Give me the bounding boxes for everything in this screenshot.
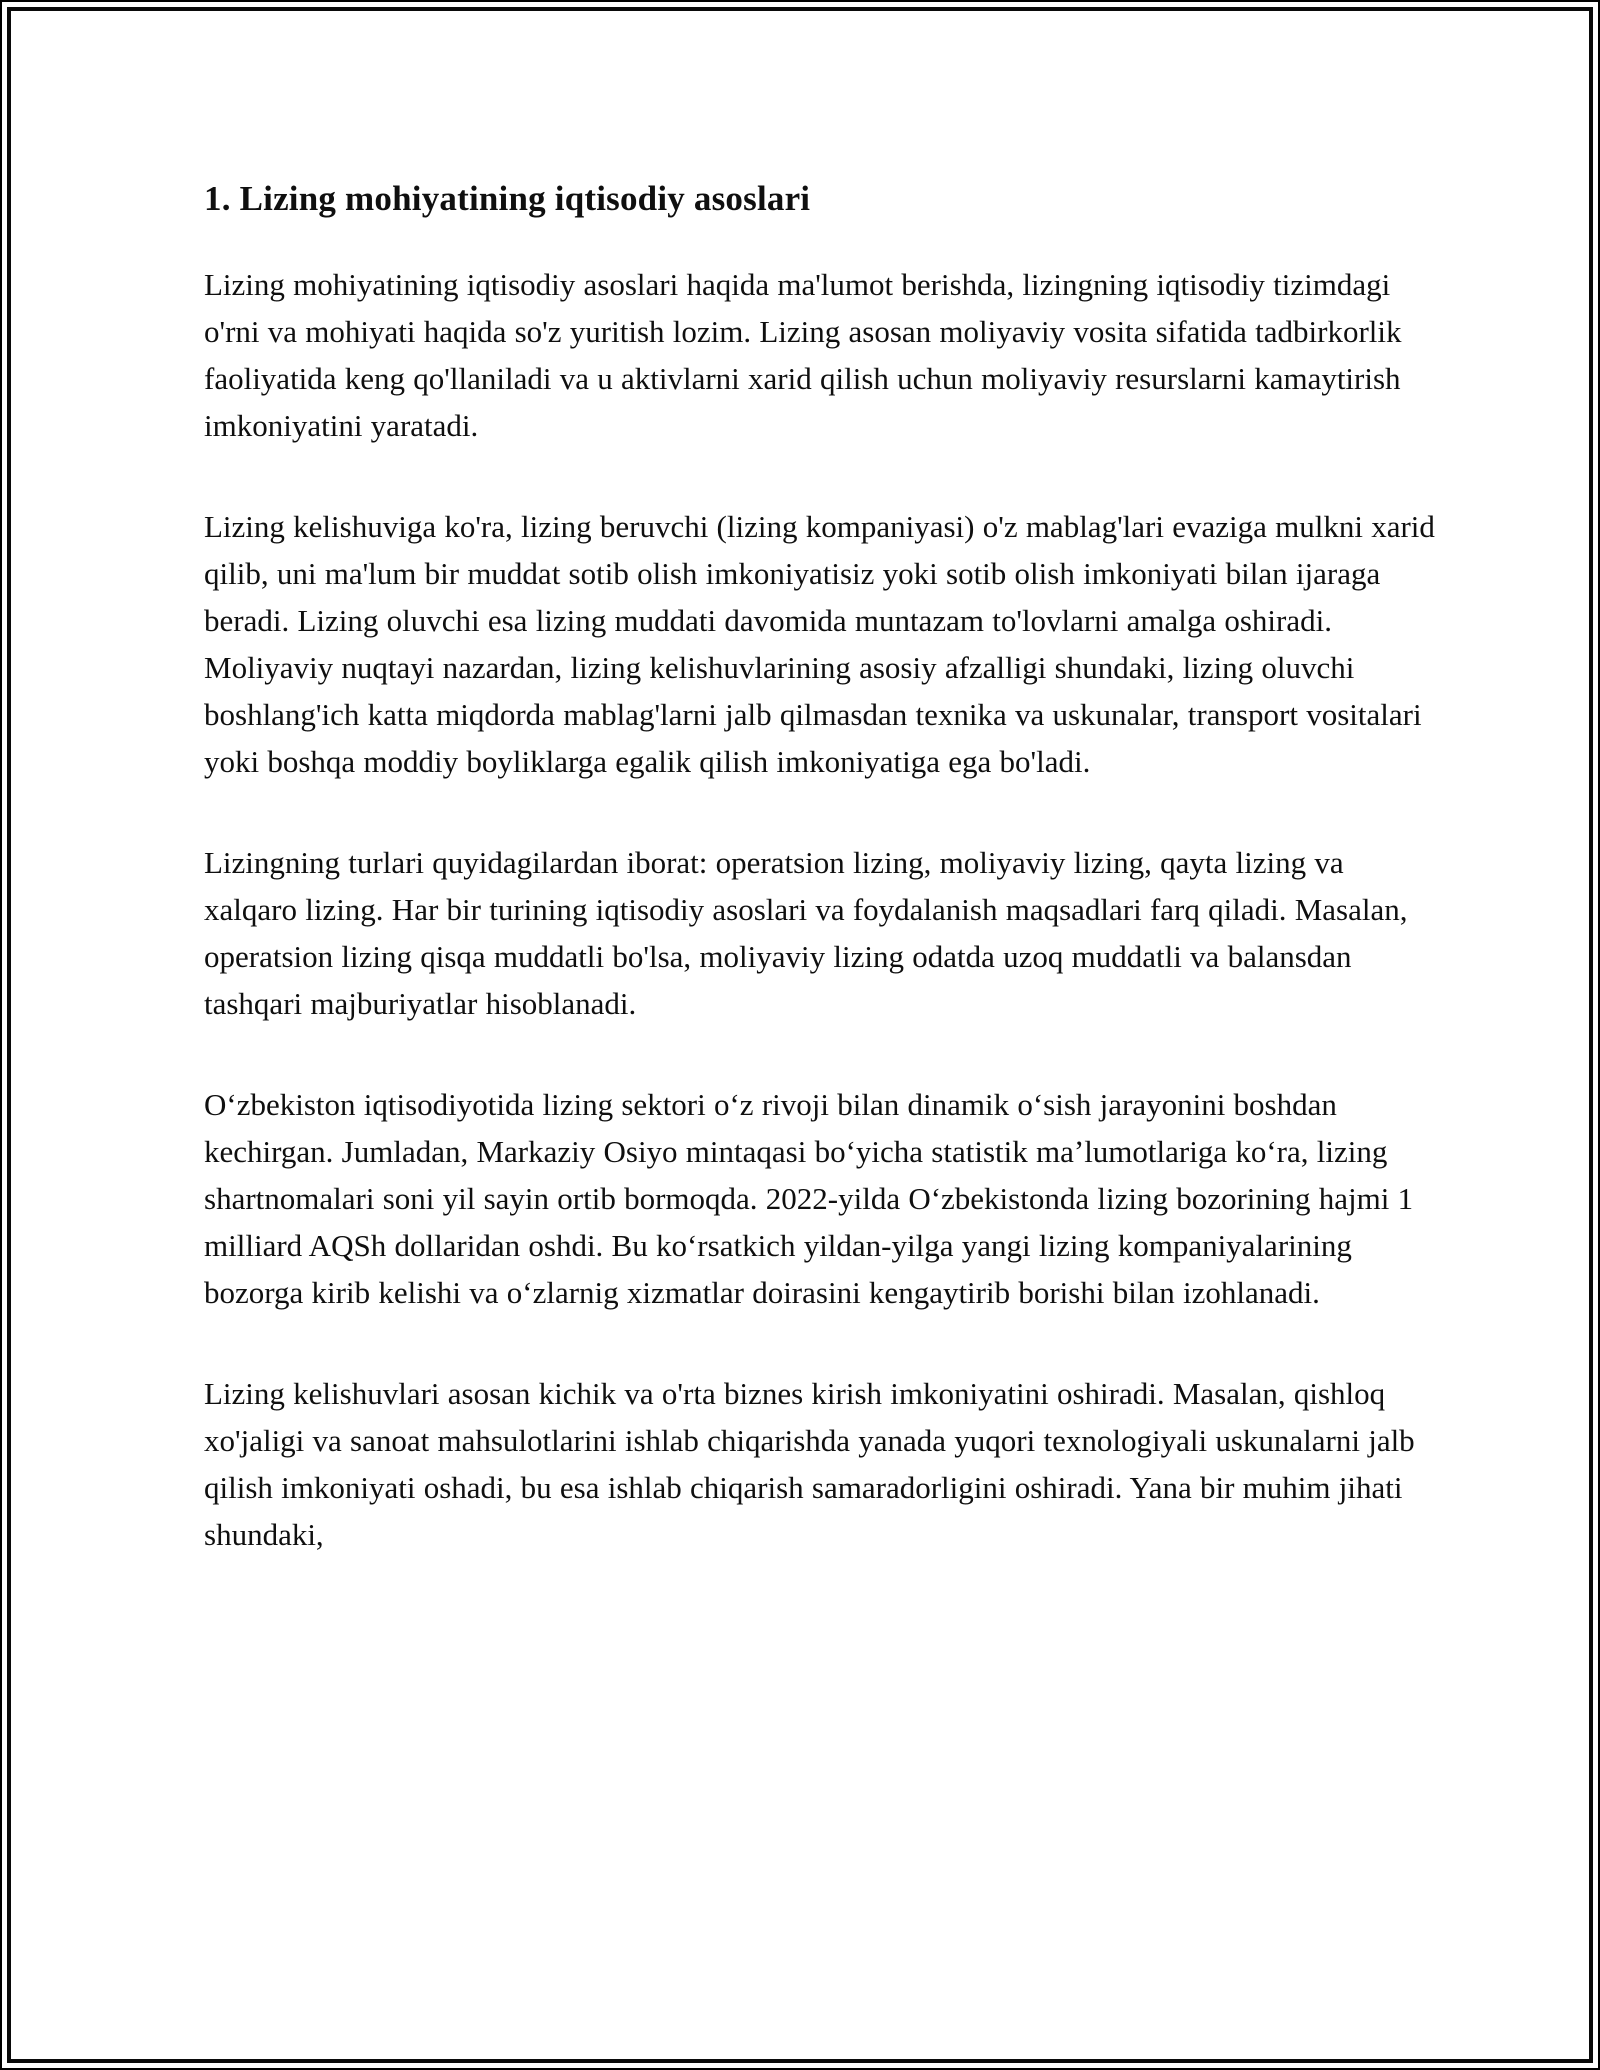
section-heading: 1. Lizing mohiyatining iqtisodiy asoslari	[204, 179, 811, 218]
paragraph-uzbekistan-market: Oʻzbekiston iqtisodiyotida lizing sektori oʻz rivoji bilan dinamik oʻsish jarayonini boshdan kechirgan. Jumladan, Markaziy Osiyo mintaqasi boʻyicha statistik maʼlumotlariga koʻra, lizing shartnomalari soni yil sayin ortib bormoqda. 2022-yilda Oʻzbekistonda lizing bozorining hajmi 1 milliard AQSh dollaridan oshdi. Bu koʻrsatkich yildan-yilga yangi lizing kompaniyalarining bozorga kirib kelishi va oʻzlarnig xizmatlar doirasini kengaytirib borishi bilan izohlanadi.	[204, 1087, 1414, 1311]
paragraph-leasing-agreement: Lizing kelishuviga ko'ra, lizing beruvchi (lizing kompaniyasi) o'z mablag'lari evaziga mulkni xarid qilib, uni ma'lum bir muddat sotib olish imkoniyatisiz yoki sotib olish imkoniyati bilan ijaraga beradi. Lizing oluvchi esa lizing muddati davomida muntazam to'lovlarni amalga oshiradi. Moliyaviy nuqtayi nazardan, lizing kelishuvlarining asosiy afzalligi shundaki, lizing oluvchi boshlang'ich katta miqdorda mablag'larni jalb qilmasdan texnika va uskunalar, transport vositalari yoki boshqa moddiy boyliklarga egalik qilish imkoniyatiga ega bo'ladi.	[204, 509, 1435, 780]
paragraph-small-business: Lizing kelishuvlari asosan kichik va o'rta biznes kirish imkoniyatini oshiradi. Masalan, qishloq xo'jaligi va sanoat mahsulotlarini ishlab chiqarishda yanada yuqori texnologiyali uskunalarni jalb qilish imkoniyati oshadi, bu esa ishlab chiqarish samaradorligini oshiradi. Yana bir muhim jihati shundaki,	[204, 1376, 1415, 1553]
page-inner-border	[7, 7, 1593, 2063]
paragraph-leasing-types: Lizingning turlari quyidagilardan iborat: operatsion lizing, moliyaviy lizing, qayta lizing va xalqaro lizing. Har bir turining iqtisodiy asoslari va foydalanish maqsadlari farq qiladi. Masalan, operatsion lizing qisqa muddatli bo'lsa, moliyaviy lizing odatda uzoq muddatli va balansdan tashqari majburiyatlar hisoblanadi.	[204, 845, 1408, 1022]
paragraph-intro: Lizing mohiyatining iqtisodiy asoslari haqida ma'lumot berishda, lizingning iqtisodiy tizimdagi o'rni va mohiyati haqida so'z yuritish lozim. Lizing asosan moliyaviy vosita sifatida tadbirkorlik faoliyatida keng qo'llaniladi va u aktivlarni xarid qilish uchun moliyaviy resurslarni kamaytirish imkoniyatini yaratadi.	[204, 267, 1402, 444]
text-column	[204, 179, 1439, 1558]
document-content	[11, 11, 1589, 1558]
